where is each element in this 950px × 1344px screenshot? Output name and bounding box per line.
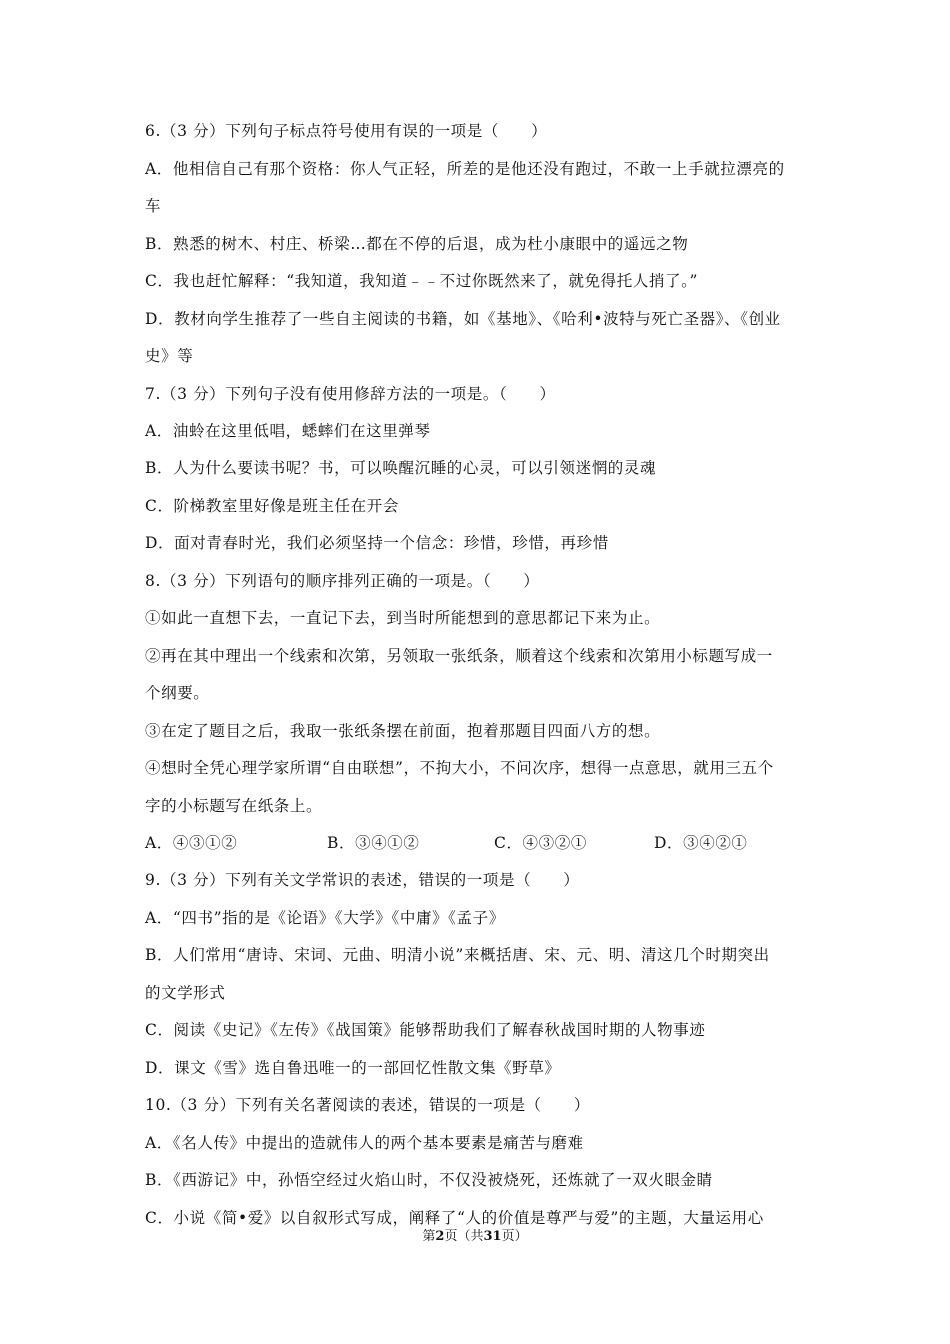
q8-sentence-4: ④想时全凭心理学家所谓“自由联想”，不拘大小，不问次序，想得一点意思，就用三五个 xyxy=(145,759,774,777)
q6-option-b: B．熟悉的树木、村庄、桥梁…都在不停的后退，成为杜小康眼中的遥远之物 xyxy=(145,235,689,253)
q10-stem: 10.（3 分）下列有关名著阅读的表述，错误的一项是（ ） xyxy=(145,1096,590,1114)
q6-option-a: A．他相信自己有那个资格：你人气正轻，所差的是他还没有跑过，不敢一上手就拉漂亮的 xyxy=(145,160,785,178)
q8-sentence-1: ①如此一直想下去，一直记下去，到当时所能想到的意思都记下来为止。 xyxy=(145,609,661,627)
q10-option-a: A．《名人传》中提出的造就伟人的两个基本要素是痛苦与磨难 xyxy=(145,1134,584,1152)
q8-sentence-2: ②再在其中理出一个线索和次第，另领取一张纸条，顺着这个线索和次第用小标题写成一 xyxy=(145,647,773,665)
q6-stem: 6.（3 分）下列句子标点符号使用有误的一项是（ ） xyxy=(145,122,548,140)
footer-total-pages: 31 xyxy=(483,1229,502,1244)
q7-option-c: C．阶梯教室里好像是班主任在开会 xyxy=(145,497,399,515)
q7-option-b: B．人为什么要读书呢？书，可以唤醒沉睡的心灵，可以引领迷惘的灵魂 xyxy=(145,459,657,477)
q9-stem: 9.（3 分）下列有关文学常识的表述，错误的一项是（ ） xyxy=(145,871,580,889)
q10-option-c: C．小说《简•爱》以自叙形式写成，阐释了“人的价值是尊严与爱”的主题，大量运用心 xyxy=(145,1209,764,1227)
q7-option-d: D．面对青春时光，我们必须坚持一个信念：珍惜，珍惜，再珍惜 xyxy=(145,534,609,552)
q7-stem: 7.（3 分）下列句子没有使用修辞方法的一项是。（ ） xyxy=(145,385,556,403)
q7-option-a: A．油蛉在这里低唱，蟋蟀们在这里弹琴 xyxy=(145,422,431,440)
q8-choice-b: B．③④①② xyxy=(327,834,420,852)
footer-middle: 页（共 xyxy=(444,1229,484,1244)
q9-option-d: D．课文《雪》选自鲁迅唯一的一部回忆性散文集《野草》 xyxy=(145,1059,561,1077)
q8-sentence-2-cont: 个纲要。 xyxy=(145,684,210,702)
page-footer xyxy=(0,1228,950,1246)
q6-option-c: C．我也赶忙解释：“我知道，我知道﹣﹣不过你既然来了，就免得托人捎了。” xyxy=(145,272,699,290)
q8-choice-c: C．④③②① xyxy=(494,834,587,852)
footer-suffix: 页） xyxy=(501,1229,528,1244)
q9-option-b-cont: 的文学形式 xyxy=(145,984,226,1002)
q8-choice-d: D．③④②① xyxy=(654,834,748,852)
q9-option-c: C．阅读《史记》《左传》《战国策》能够帮助我们了解春秋战国时期的人物事迹 xyxy=(145,1021,706,1039)
q8-choice-a: A．④③①② xyxy=(145,834,238,852)
q6-option-a-cont: 车 xyxy=(145,197,162,215)
footer-prefix: 第 xyxy=(422,1229,436,1244)
q8-stem: 8.（3 分）下列语句的顺序排列正确的一项是。（ ） xyxy=(145,572,540,590)
q9-option-b: B．人们常用“唐诗、宋词、元曲、明清小说”来概括唐、宋、元、明、清这几个时期突出 xyxy=(145,946,770,964)
q6-option-d-cont: 史》等 xyxy=(145,347,194,365)
q8-sentence-4-cont: 字的小标题写在纸条上。 xyxy=(145,797,323,815)
q6-option-d: D．教材向学生推荐了一些自主阅读的书籍，如《基地》、《哈利•波特与死亡圣器》、《创业 xyxy=(145,310,781,328)
q8-sentence-3: ③在定了题目之后，我取一张纸条摆在前面，抱着那题目四面八方的想。 xyxy=(145,722,661,740)
q9-option-a: A．“四书”指的是《论语》《大学》《中庸》《孟子》 xyxy=(145,909,505,927)
q10-option-b: B．《西游记》中，孙悟空经过火焰山时，不仅没被烧死，还炼就了一双火眼金睛 xyxy=(145,1171,713,1189)
footer-page-number: 2 xyxy=(435,1229,445,1244)
